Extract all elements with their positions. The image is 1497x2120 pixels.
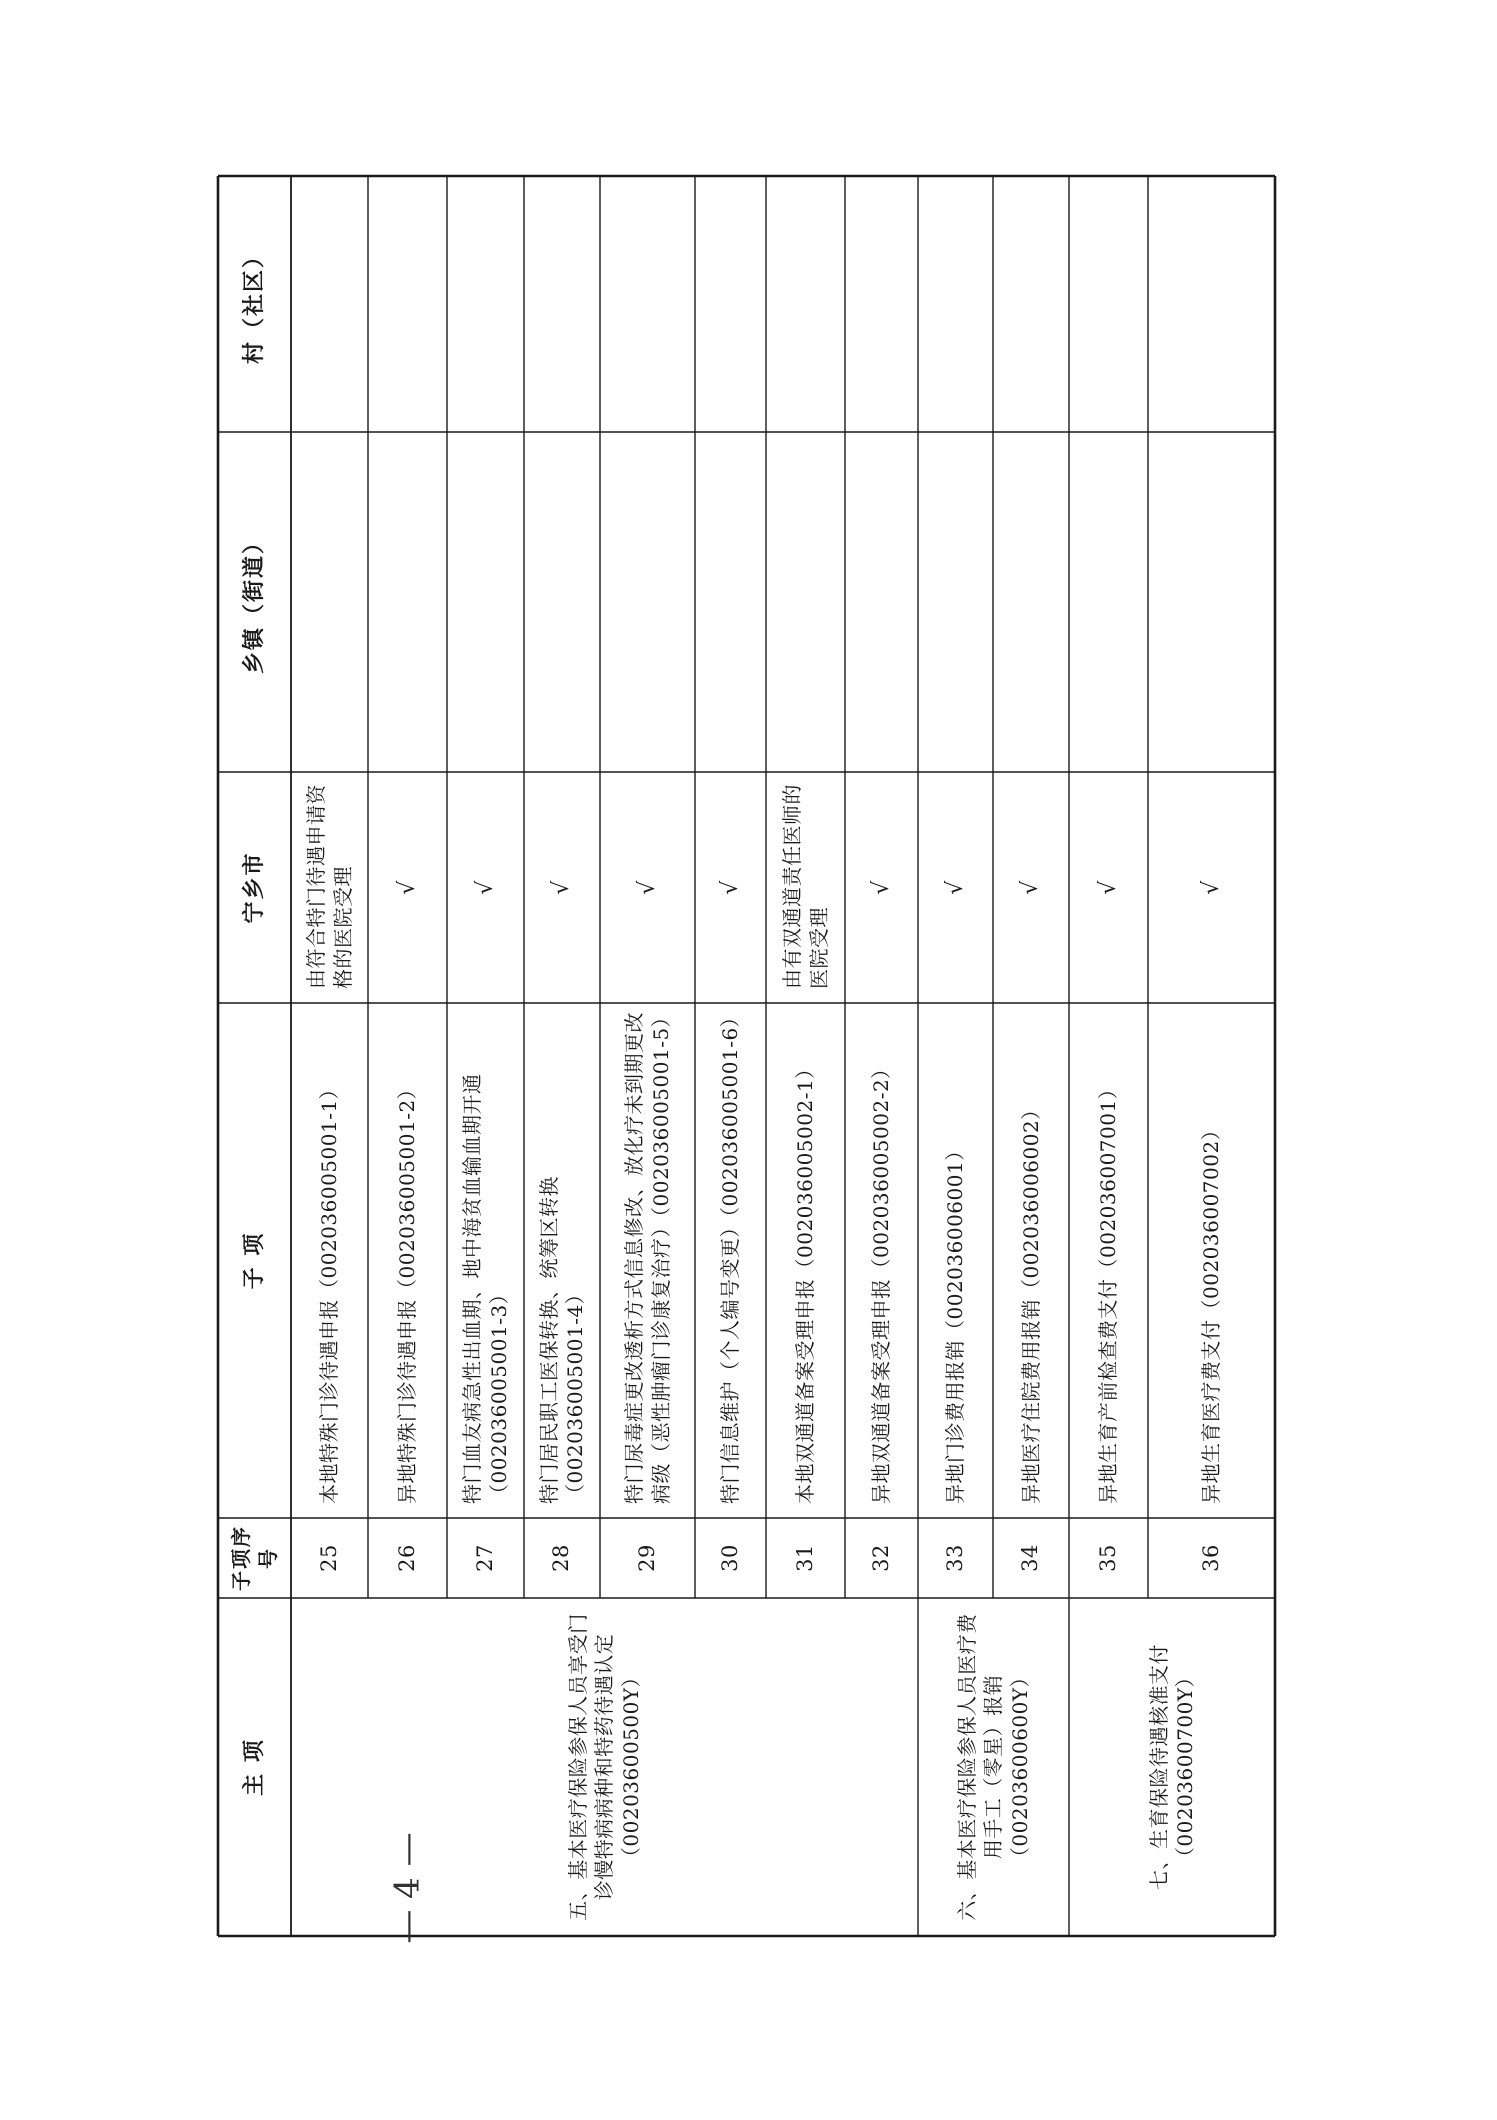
village-cell [695, 176, 766, 432]
town-cell [1148, 432, 1275, 772]
city-note [291, 772, 368, 1003]
header-town-text: 乡镇（街道） [241, 530, 267, 675]
town-cell [291, 432, 368, 772]
sub-no-text: 27 [472, 1544, 497, 1572]
sub-item-text: 本地双通道备案受理申报（002036005002-1） [793, 1058, 818, 1504]
check-mark [918, 772, 993, 1003]
sub-no-text: 34 [1018, 1544, 1043, 1572]
sub-no [1069, 1518, 1148, 1598]
check-mark-text: √ [634, 880, 660, 895]
sub-item [291, 1003, 368, 1518]
sub-item [993, 1003, 1069, 1518]
check-mark [368, 772, 447, 1003]
town-cell [600, 432, 695, 772]
sub-item-text: 特门信息维护（个人编号变更）（002036005001-6） [718, 1006, 743, 1504]
header-village [218, 176, 291, 432]
sub-no-text: 25 [316, 1544, 341, 1572]
village-cell [524, 176, 600, 432]
header-city-text: 宁乡市 [241, 851, 267, 924]
sub-item-text: 异地门诊费用报销（002036006001） [943, 1140, 968, 1504]
header-village-text: 村（社区） [241, 244, 267, 365]
sub-no-text: 36 [1198, 1544, 1223, 1572]
sub-no-text: 31 [792, 1544, 817, 1572]
city-note-text: 由符合特门待遇申请资格的医院受理 [304, 784, 355, 989]
sub-item-text: 特门尿毒症更改透析方式信息修改、放化疗未到期更改病级（恶性肿瘤门诊康复治疗）（002036005001-5） [622, 1006, 673, 1504]
main-item-group [1069, 1598, 1275, 1936]
check-mark-text: √ [394, 880, 420, 895]
sub-item-text: 异地生育产前检查费支付（002036007001） [1096, 1078, 1121, 1504]
city-note [766, 772, 845, 1003]
check-mark-text: √ [1198, 880, 1224, 895]
sub-no [845, 1518, 918, 1598]
town-cell [766, 432, 845, 772]
check-mark [993, 772, 1069, 1003]
main-item-group-text: 六、基本医疗保险参保人员医疗费用手工（零星）报销（00203600600Y） [954, 1613, 1032, 1921]
sub-item [447, 1003, 524, 1518]
town-cell [524, 432, 600, 772]
check-mark-text: √ [549, 880, 575, 895]
village-cell [993, 176, 1069, 432]
header-sub-no [218, 1518, 291, 1598]
village-cell [291, 176, 368, 432]
sub-no-text: 33 [942, 1544, 967, 1572]
sub-item [368, 1003, 447, 1518]
main-item-group-text: 七、生育保险待遇核准支付（00203600700Y） [1146, 1644, 1197, 1890]
check-mark [600, 772, 695, 1003]
sub-no [695, 1518, 766, 1598]
sub-item [1148, 1003, 1275, 1518]
village-cell [845, 176, 918, 432]
check-mark-text: √ [868, 880, 894, 895]
sub-no-text: 32 [868, 1544, 893, 1572]
town-cell [447, 432, 524, 772]
main-item-group [918, 1598, 1069, 1936]
check-mark [695, 772, 766, 1003]
check-mark [845, 772, 918, 1003]
village-cell [368, 176, 447, 432]
sub-no [766, 1518, 845, 1598]
sub-item [524, 1003, 600, 1518]
check-mark-text: √ [942, 880, 968, 895]
village-cell [766, 176, 845, 432]
sub-no [600, 1518, 695, 1598]
header-city [218, 772, 291, 1003]
check-mark-text: √ [1018, 880, 1044, 895]
town-cell [993, 432, 1069, 772]
sub-item-text: 特门居民职工医保转换、统筹区转换（002036005001-4） [536, 1176, 587, 1504]
sub-no [447, 1518, 524, 1598]
sub-item-text: 异地生育医疗费支付（002036007002） [1199, 1119, 1224, 1504]
town-cell [368, 432, 447, 772]
sub-no-text: 30 [717, 1544, 742, 1572]
check-mark [1148, 772, 1275, 1003]
page-number [386, 1808, 430, 1968]
check-mark [524, 772, 600, 1003]
sub-item [600, 1003, 695, 1518]
sub-no [1148, 1518, 1275, 1598]
check-mark [447, 772, 524, 1003]
sub-no [291, 1518, 368, 1598]
sub-no [993, 1518, 1069, 1598]
sub-item-text: 本地特殊门诊待遇申报（002036005001-1） [317, 1078, 342, 1504]
header-sub-no-text: 子项序号 [229, 1525, 280, 1591]
sub-item [845, 1003, 918, 1518]
check-mark-text: √ [717, 880, 743, 895]
sub-item [766, 1003, 845, 1518]
village-cell [447, 176, 524, 432]
village-cell [600, 176, 695, 432]
header-sub-item-text: 子 项 [241, 1231, 267, 1290]
check-mark-text: √ [472, 880, 498, 895]
city-note-text: 由有双通道责任医师的医院受理 [780, 784, 831, 989]
page-number-text: — 4 — [388, 1832, 428, 1944]
sub-item-text: 异地双通道备案受理申报（002036005002-2） [869, 1058, 894, 1504]
sub-no-text: 29 [634, 1544, 659, 1572]
town-cell [1069, 432, 1148, 772]
sub-item-text: 异地医疗住院费用报销（002036006002） [1018, 1099, 1043, 1504]
sub-no-text: 35 [1095, 1544, 1120, 1572]
header-town [218, 432, 291, 772]
check-mark-text: √ [1095, 880, 1121, 895]
sub-item [1069, 1003, 1148, 1518]
sub-no [918, 1518, 993, 1598]
main-item-group-text: 五、基本医疗保险参保人员享受门诊慢特病病种和特药待遇认定（00203600500Y） [565, 1613, 643, 1921]
village-cell [1069, 176, 1148, 432]
sub-no-text: 28 [549, 1544, 574, 1572]
town-cell [918, 432, 993, 772]
sub-item [695, 1003, 766, 1518]
village-cell [1148, 176, 1275, 432]
check-mark [1069, 772, 1148, 1003]
sub-item-text: 特门血友病急性出血期、地中海贫血输血期开通（002036005001-3） [460, 1073, 511, 1504]
header-main-item-text: 主 项 [241, 1738, 267, 1796]
town-cell [695, 432, 766, 772]
header-sub-item [218, 1003, 291, 1518]
sub-no [368, 1518, 447, 1598]
sub-no [524, 1518, 600, 1598]
sub-item-text: 异地特殊门诊待遇申报（002036005001-2） [395, 1078, 420, 1504]
sub-item [918, 1003, 993, 1518]
village-cell [918, 176, 993, 432]
town-cell [845, 432, 918, 772]
header-main-item [218, 1598, 291, 1936]
sub-no-text: 26 [394, 1544, 419, 1572]
